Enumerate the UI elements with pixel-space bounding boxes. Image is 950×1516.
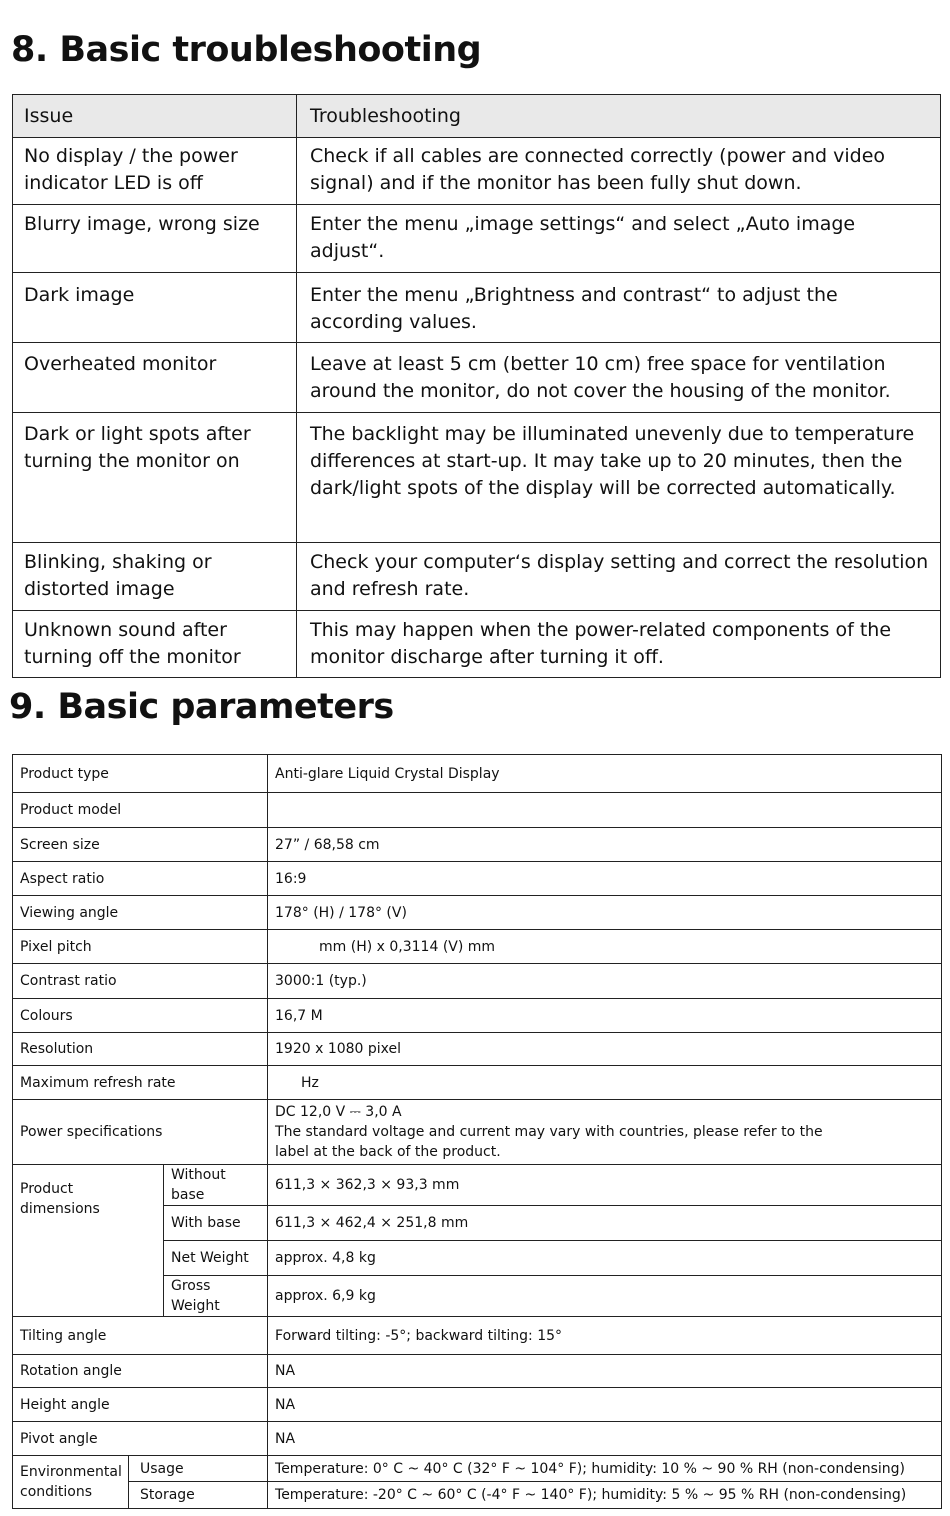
issue-cell: Blurry image, wrong size	[13, 205, 297, 273]
param-value-cell	[268, 1066, 942, 1100]
param-value: NA	[268, 1388, 942, 1422]
table-row	[13, 273, 941, 343]
param-label: Maximum refresh rate	[13, 1066, 268, 1100]
param-label	[13, 1456, 129, 1509]
parameters-title: 9. Basic parameters	[9, 687, 394, 727]
table-row	[13, 999, 942, 1033]
table-row	[13, 1317, 942, 1355]
table-row	[13, 1482, 942, 1509]
table-row	[13, 543, 941, 611]
power-spec-line: DC 12,0 V ⎓ 3,0 A	[275, 1104, 402, 1120]
param-value: Temperature: -20° C ~ 60° C (-4° F ~ 140° F); humidity: 5 % ~ 95 % RH (non-condensing)	[268, 1482, 942, 1509]
troubleshooting-title: 8. Basic troubleshooting	[11, 30, 482, 70]
table-row	[13, 862, 942, 896]
param-label: Colours	[13, 999, 268, 1033]
env-label-line: Environmental	[20, 1464, 122, 1480]
table-row	[13, 1100, 942, 1165]
param-label: Product dimensions	[13, 1165, 164, 1317]
param-value: NA	[268, 1422, 942, 1456]
table-row	[13, 343, 941, 413]
env-label-line: conditions	[20, 1484, 93, 1500]
table-row	[13, 611, 941, 678]
param-value: Forward tilting: -5°; backward tilting: 15°	[268, 1317, 942, 1355]
table-row	[13, 413, 941, 543]
table-row	[13, 793, 942, 828]
table-row	[13, 896, 942, 930]
param-label: Resolution	[13, 1033, 268, 1066]
param-value-cell	[268, 930, 942, 964]
table-row	[13, 828, 942, 862]
table-row	[13, 1165, 942, 1206]
param-value: 27” / 68,58 cm	[268, 828, 942, 862]
param-value: 3000:1 (typ.)	[268, 964, 942, 999]
issue-cell: Overheated monitor	[13, 343, 297, 413]
issue-cell: Unknown sound after turning off the monitor	[13, 611, 297, 678]
fix-cell: Check your computer‘s display setting and correct the resolution and refresh rate.	[297, 543, 941, 611]
param-label: Aspect ratio	[13, 862, 268, 896]
table-row	[13, 1033, 942, 1066]
fix-cell: Check if all cables are connected correctly (power and video signal) and if the monitor has been fully shut down.	[297, 138, 941, 205]
param-label: Height angle	[13, 1388, 268, 1422]
param-sublabel: Net Weight	[164, 1241, 268, 1276]
table-row	[13, 1066, 942, 1100]
table-row	[13, 1388, 942, 1422]
table-row	[13, 1355, 942, 1388]
param-value-cell	[268, 1100, 942, 1165]
param-value: 16:9	[268, 862, 942, 896]
param-sublabel: Gross Weight	[164, 1276, 268, 1317]
issue-cell: Blinking, shaking or distorted image	[13, 543, 297, 611]
param-value: Hz	[301, 1074, 319, 1091]
table-row	[13, 138, 941, 205]
table-header-row	[13, 95, 941, 138]
fix-cell: Enter the menu „image settings“ and select „Auto image adjust“.	[297, 205, 941, 273]
param-label: Pivot angle	[13, 1422, 268, 1456]
param-label: Viewing angle	[13, 896, 268, 930]
param-label: Contrast ratio	[13, 964, 268, 999]
param-label: Rotation angle	[13, 1355, 268, 1388]
param-value: 16,7 M	[268, 999, 942, 1033]
table-row	[13, 205, 941, 273]
param-label: Power specifications	[13, 1100, 268, 1165]
param-label: Product model	[13, 793, 268, 828]
param-sublabel: Usage	[129, 1456, 268, 1482]
param-sublabel: Storage	[129, 1482, 268, 1509]
table-row	[13, 1456, 942, 1482]
fix-cell: Leave at least 5 cm (better 10 cm) free space for ventilation around the monitor, do not cover the housing of the monitor.	[297, 343, 941, 413]
table-row	[13, 1422, 942, 1456]
param-value: 611,3 × 462,4 × 251,8 mm	[268, 1206, 942, 1241]
param-value	[268, 793, 942, 828]
issue-cell: Dark image	[13, 273, 297, 343]
param-label: Tilting angle	[13, 1317, 268, 1355]
param-sublabel: With base	[164, 1206, 268, 1241]
param-label: Product type	[13, 755, 268, 793]
issue-cell: No display / the power indicator LED is off	[13, 138, 297, 205]
param-value: approx. 6,9 kg	[268, 1276, 942, 1317]
param-sublabel: Without base	[164, 1165, 268, 1206]
param-value: Temperature: 0° C ~ 40° C (32° F ~ 104° F); humidity: 10 % ~ 90 % RH (non-condensing)	[268, 1456, 942, 1482]
param-value: 611,3 × 362,3 × 93,3 mm	[268, 1165, 942, 1206]
issue-cell: Dark or light spots after turning the monitor on	[13, 413, 297, 543]
fix-cell: This may happen when the power-related components of the monitor discharge after turning it off.	[297, 611, 941, 678]
fix-cell: Enter the menu „Brightness and contrast“ to adjust the according values.	[297, 273, 941, 343]
param-value: 178° (H) / 178° (V)	[268, 896, 942, 930]
param-label: Pixel pitch	[13, 930, 268, 964]
troubleshooting-column-header: Troubleshooting	[297, 95, 941, 138]
fix-cell: The backlight may be illuminated unevenly due to temperature differences at start-up. It may take up to 20 minutes, then the dark/light spots of the display will be corrected automatically.	[297, 413, 941, 543]
issue-column-header: Issue	[13, 95, 297, 138]
param-label: Screen size	[13, 828, 268, 862]
param-value: NA	[268, 1355, 942, 1388]
table-row	[13, 964, 942, 999]
troubleshooting-table	[12, 94, 941, 678]
param-value: mm (H) x 0,3114 (V) mm	[319, 938, 496, 955]
param-value: approx. 4,8 kg	[268, 1241, 942, 1276]
power-note-line: label at the back of the product.	[275, 1144, 501, 1160]
parameters-table	[12, 754, 942, 1509]
table-row	[13, 930, 942, 964]
table-row	[13, 755, 942, 793]
param-value: 1920 x 1080 pixel	[268, 1033, 942, 1066]
power-note-line: The standard voltage and current may vary with countries, please refer to the	[275, 1124, 823, 1140]
param-value: Anti-glare Liquid Crystal Display	[268, 755, 942, 793]
